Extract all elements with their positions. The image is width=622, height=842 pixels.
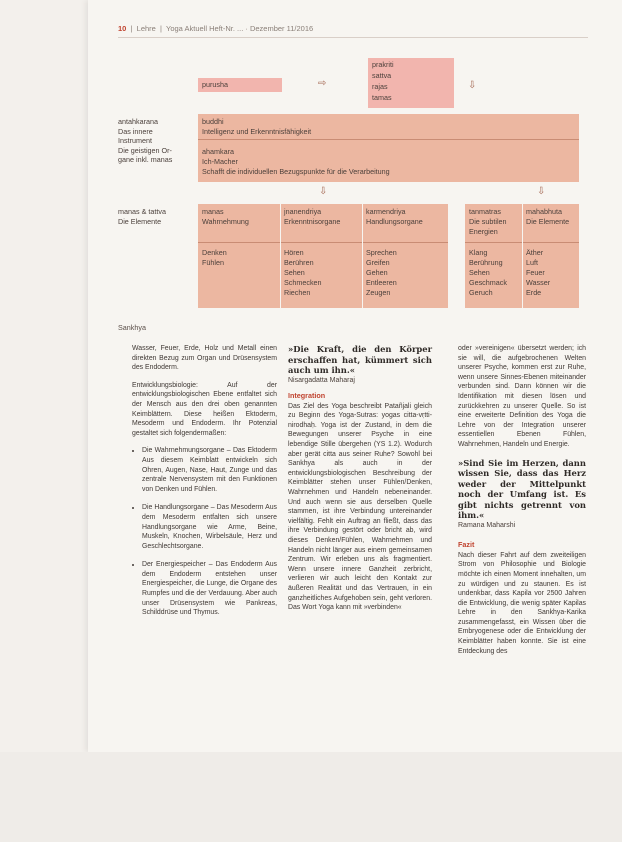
list-item: Sehen [284, 268, 305, 277]
list-item: Äther [526, 248, 544, 257]
manas-sub: Wahrnehmung [202, 217, 249, 226]
bullet-list [132, 446, 277, 618]
paragraph: oder »vereinigen« übersetzt werden; ich sie will, die aufgebrochenen Welten unserer Psyche, kommen erst zur Ruhe, wenn unsere Sinnes-Ebenen miteinander verbunden sind. Dann können wir die Identifikation mit diesen lösen und zurückkehren zu unserer Quelle. So ist eine erweiterte Definition des Yoga die Lehre von der Integration unserer essentiellen Ebenen Fühlen, Wahrnehmen, Handeln und Energie. [458, 345, 586, 448]
list-item: • Die Handlungsorgane – Das Mesoderm Aus dem Mesoderm entfalten sich unsere Handlungsorgane wie Arme, Beine, Muskeln, Knochen, Wirbelsäule, Herz und Geschlechtsorgane. [142, 503, 277, 551]
running-header: 10 | Lehre | Yoga Aktuell Heft-Nr. ... · Dezember 11/2016 [118, 24, 314, 33]
list-item: Erde [526, 288, 542, 297]
pull-quote: »Sind Sie im Herzen, dann wissen Sie, dass das Herz weder der Mittelpunkt noch der Umfang ist. Es gibt nichts getrennt von ihm.« [458, 457, 586, 521]
paragraph: Das Ziel des Yoga beschreibt Patañjali gleich zu Beginn des Yoga-Sutras: yogas citta-vṛtti-nirodhaḥ. Yoga ist der Zustand, in dem die Bewegungen unserer Psyche in eine lebendige Stille übergehen (YS 1.2). Wodurch aber gerät citta aus seiner Ruhe? Sowohl bei Sankhya als auch in der entwicklungsbiologischen Beschreibung der Keimblätter stehen unser Fühlen/Denken, Wahrnehmen und Handeln nebeneinander. Und auch wenn sie aus derselben Quelle stammen, ist ihre Verbindung untereinander vielfältig. Fehlt ein Auftrag an fließt, dass das ihre Verbindung gestört oder bricht ab, wird dieses Denken/Fühlen, Wahrnehmen und Handeln nicht länger aus einem gemeinsamen Zentrum. Wir erleben uns als fragmentiert. Wenn unsere innere Ganzheit zerbricht, verlieren wir auch leicht den Kontakt zur äußeren Realität und das Vertrauen, in ein ganzheitliches Aufgehoben sein, geht verloren. Das Wort Yoga kann mit »verbinden« [288, 402, 432, 612]
prakriti-box [368, 58, 454, 108]
list-item: Berühren [284, 258, 314, 267]
list-item: Greifen [366, 258, 390, 267]
col-separator [522, 204, 523, 308]
karmendriya-head: karmendriya [366, 207, 406, 216]
arrow-down-icon: ⇩ [319, 186, 328, 197]
list-item: • Der Energiespeicher – Das Endoderm Aus dem Endoderm entstehen unser Energiespeicher, die Lunge, die Organe des Rumpfes und die der Verdauung. Aber auch unser Drüsensystem wie Pankreas, Schilddrüse und Thymus. [142, 560, 277, 618]
ahamkara-desc: Ich-Macher [202, 157, 238, 166]
antahkarana-line-3: Instrument [118, 136, 152, 145]
list-item: Klang [469, 248, 488, 257]
paragraph: Wasser, Feuer, Erde, Holz und Metall einen direkten Bezug zum Organ und Drüsensystem des Endoderm. [132, 345, 277, 372]
antahkarana-line-4: Die geistigen Or- [118, 145, 172, 155]
list-item: Entleeren [366, 278, 397, 287]
header-subtitle: Yoga Aktuell Heft-Nr. ... · Dezember 11/2016 [166, 24, 314, 33]
page-number: 10 [118, 24, 127, 33]
tamas-label: tamas [372, 93, 392, 102]
text-column-3 [458, 344, 586, 664]
header-title: Lehre [136, 24, 156, 33]
page-margin-bottom [0, 752, 622, 842]
ahamkara-label: ahamkara [202, 147, 234, 156]
sattva-label: sattva [372, 71, 392, 80]
mahabhuta-head: mahabhuta [526, 207, 562, 216]
manas-row-label [118, 207, 166, 226]
tanmatras-sub2: Energien [469, 227, 498, 236]
arrow-down-icon: ⇩ [468, 80, 477, 91]
tanmatras-head: tanmatras [469, 207, 501, 216]
text-column-1 [132, 344, 277, 627]
quote-author: Ramana Maharshi [458, 521, 516, 529]
list-item: Fühlen [202, 258, 224, 267]
manas-head: manas [202, 207, 224, 216]
manas-grid [198, 204, 448, 308]
manas-desc: Die Elemente [118, 216, 162, 226]
list-item: Feuer [526, 268, 545, 277]
list-item: Denken [202, 248, 227, 257]
col-separator [362, 204, 363, 308]
list-item: Gehen [366, 268, 388, 277]
buddhi-label: buddhi [202, 117, 224, 126]
col-separator [280, 204, 281, 308]
antahkarana-term: antahkarana [118, 117, 158, 126]
arrow-down-icon: ⇩ [537, 186, 546, 197]
text-column-2 [288, 344, 432, 621]
list-item: Zeugen [366, 288, 391, 297]
list-item: Schmecken [284, 278, 322, 287]
purusha-box [198, 78, 282, 92]
ahamkara-detail: Schafft die individuellen Bezugspunkte für die Verarbeitung [202, 167, 390, 176]
list-item: Geruch [469, 288, 493, 297]
list-item: Sprechen [366, 248, 397, 257]
jnanendriya-head: jnanendriya [284, 207, 322, 216]
list-item: Berührung [469, 258, 503, 267]
manas-grid-divider [198, 242, 448, 243]
paragraph: Nach dieser Fahrt auf dem zweiteiligen Strom von Philosophie und Biologie möchte ich einen Moment innehalten, um zu würdigen und zu staunen. Es ist undenkbar, dass Kapila vor 2500 Jahren die Entwicklung, die wenig später Kapilas Lehre in den Sankhya-Karika zusammengefasst, ein Wissen über die Embryogenese oder die Entwicklung der Keimblätter haben konnte. Sie ist eine Entdeckung des [458, 551, 586, 655]
pull-quote: »Die Kraft, die den Körper erschaffen hat, kümmert sich auch um ihn.« [288, 344, 432, 375]
list-item: Luft [526, 258, 538, 267]
purusha-label: purusha [202, 80, 228, 89]
antahkarana-divider [198, 139, 579, 140]
manas-term: manas & tattva [118, 207, 166, 216]
prakriti-label: prakriti [372, 60, 394, 69]
antahkarana-box [198, 114, 579, 182]
antahkarana-row-label [118, 117, 172, 165]
list-item: Wasser [526, 278, 551, 287]
mahabhuta-sub: Die Elemente [526, 217, 570, 226]
tanmatras-grid [465, 204, 579, 308]
paragraph: Entwicklungsbiologie: Auf der entwicklungsbiologischen Ebene entfaltet sich der Mensch aus den drei oben genannten Keimblättern. Diese heißen Ektoderm, Mesoderm und Endoderm. Ihr Potenzial gestaltet sich folgendermaßen: [132, 381, 277, 437]
tanmatras-sub: Die subtilen [469, 217, 507, 226]
section-heading: Integration [288, 391, 326, 401]
buddhi-desc: Intelligenz und Erkenntnisfähigkeit [202, 127, 312, 136]
list-item: Riechen [284, 288, 311, 297]
header-rule [118, 37, 588, 38]
rajas-label: rajas [372, 82, 388, 91]
quote-author: Nisargadatta Maharaj [288, 376, 355, 384]
antahkarana-line-2: Das innere [118, 126, 153, 136]
list-item: Sehen [469, 268, 490, 277]
list-item: • Die Wahrnehmungsorgane – Das Ektoderm Aus diesem Keimblatt entwickeln sich Ohren, Augen, Nase, Haut, Zunge und das zentrale Nervensystem mit den Funktionen von Denken und Fühlen. [142, 446, 277, 494]
section-heading: Fazit [458, 540, 475, 550]
arrow-right-icon: ⇨ [318, 78, 327, 89]
jnanendriya-sub: Erkenntnisorgane [284, 217, 341, 226]
antahkarana-line-5: gane inkl. manas [118, 155, 173, 164]
list-item: Geschmack [469, 278, 507, 287]
karmendriya-sub: Handlungsorgane [366, 217, 423, 226]
list-item: Hören [284, 248, 304, 257]
diagram-caption: Sankhya [118, 323, 146, 332]
